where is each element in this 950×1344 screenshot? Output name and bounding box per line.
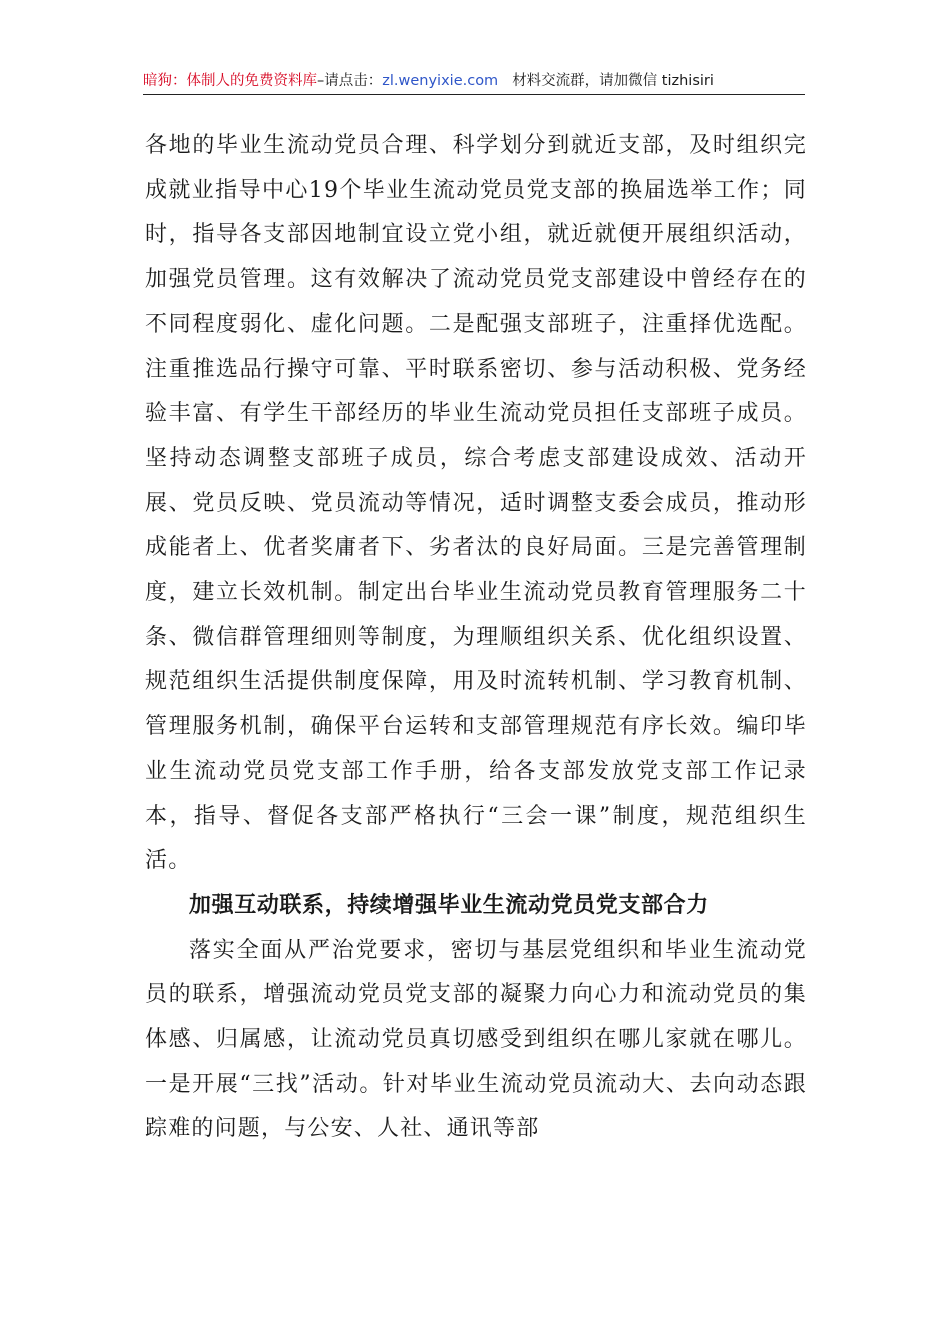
header-prompt: –请点击： (317, 73, 383, 89)
header-link[interactable]: zl.wenyixie.com (382, 73, 499, 89)
body-paragraph: 各地的毕业生流动党员合理、科学划分到就近支部，及时组织完成就业指导中心19个毕业生流动党员党支部的换届选举工作；同时，指导各支部因地制宜设立党小组，就近就便开展组织活动，加强党员管理。这有效解决了流动党员党支部建设中曾经存在的不同程度弱化、虚化问题。二是配强支部班子，注重择优选配。注重推选品行操守可靠、平时联系密切、参与活动积极、党务经验丰富、有学生干部经历的毕业生流动党员担任支部班子成员。坚持动态调整支部班子成员，综合考虑支部建设成效、活动开展、党员反映、党员流动等情况，适时调整支委会成员，推动形成能者上、优者奖庸者下、劣者汰的良好局面。三是完善管理制度，建立长效机制。制定出台毕业生流动党员教育管理服务二十条、微信群管理细则等制度，为理顺组织关系、优化组织设置、规范组织生活提供制度保障，用及时流转机制、学习教育机制、管理服务机制，确保平台运转和支部管理规范有序长效。编印毕业生流动党员党支部工作手册，给各支部发放党支部工作记录本，指导、督促各支部严格执行“三会一课”制度，规范组织生活。 (145, 133, 807, 874)
body-paragraph: 落实全面从严治党要求，密切与基层党组织和毕业生流动党员的联系，增强流动党员党支部的凝聚力向心力和流动党员的集体感、归属感，让流动党员真切感受到组织在哪儿家就在哪儿。一是开展“三找”活动。针对毕业生流动党员流动大、去向动态跟踪难的问题，与公安、人社、通讯等部 (145, 937, 807, 1142)
section-heading: 加强互动联系，持续增强毕业生流动党员党支部合力 (189, 892, 709, 918)
header-brand: 暗狗：体制人的免费资料库 (143, 73, 317, 89)
header-group-note: 材料交流群，请加微信 tizhisiri (512, 73, 714, 89)
page-header (143, 70, 805, 95)
document-body (145, 124, 807, 1152)
